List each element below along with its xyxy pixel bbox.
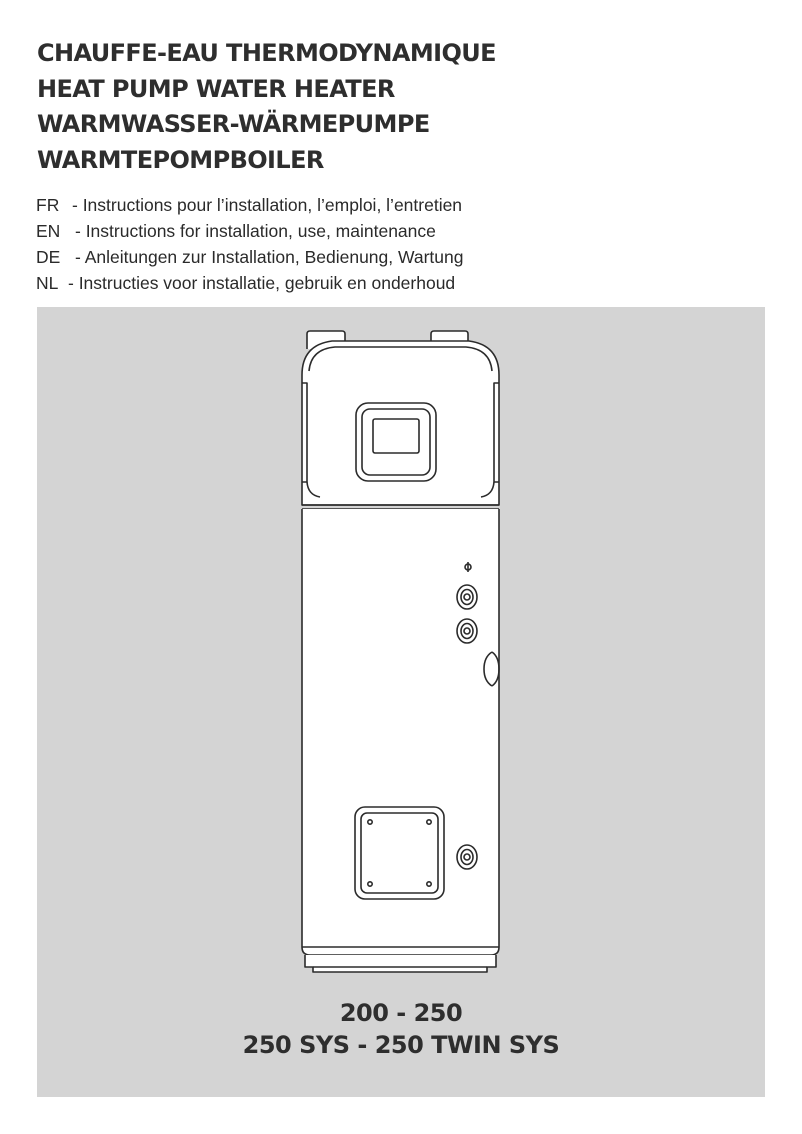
model-line-1: 200 - 250 <box>339 999 463 1027</box>
language-code: NL <box>36 273 59 293</box>
language-row-de <box>36 244 464 270</box>
title-en: HEAT PUMP WATER HEATER <box>37 74 395 103</box>
language-text: - Instructions pour l’installation, l’emploi, l’entretien <box>72 195 463 215</box>
language-row-fr <box>36 192 464 218</box>
language-row-en <box>36 218 464 244</box>
title-nl: WARMTEPOMPBOILER <box>37 145 324 174</box>
language-code: DE <box>36 247 61 267</box>
language-code: FR <box>36 195 60 215</box>
cover-titles <box>37 36 496 178</box>
heat-pump-illustration <box>37 307 765 997</box>
language-text: - Instructions for installation, use, maintenance <box>75 221 436 241</box>
language-row-nl <box>36 270 464 296</box>
language-code: EN <box>36 221 61 241</box>
model-numbers <box>37 997 765 1062</box>
product-panel <box>37 307 765 1097</box>
title-de: WARMWASSER-WÄRMEPUMPE <box>37 110 430 138</box>
control-panel <box>356 403 436 481</box>
language-text: - Instructies voor installatie, gebruik en onderhoud <box>68 273 456 293</box>
language-text: - Anleitungen zur Installation, Bedienung, Wartung <box>75 247 464 267</box>
title-fr: CHAUFFE-EAU THERMODYNAMIQUE <box>37 39 496 67</box>
model-line-2: 250 SYS - 250 TWIN SYS <box>242 1031 560 1059</box>
tank-base <box>305 955 496 972</box>
language-list <box>36 192 464 296</box>
